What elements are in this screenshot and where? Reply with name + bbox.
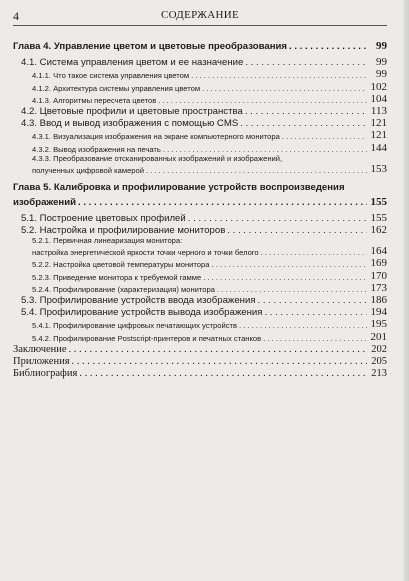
toc-entry-page: 170	[370, 269, 387, 282]
toc-entry-page: 121	[370, 117, 387, 130]
dot-leader	[72, 356, 367, 367]
toc-entry-title-line1: 5.2.1. Первичная линеаризация монитора:	[32, 236, 183, 246]
toc-entry-page: 169	[370, 257, 387, 270]
toc-chapter-4[interactable]	[13, 38, 387, 52]
toc-section-5-3[interactable]	[13, 294, 387, 306]
header-rule	[13, 25, 387, 26]
toc-entry-title-line2: настройка энергетической яркости точки черного и точки белого	[32, 248, 259, 258]
toc-subsection-4-3-1[interactable]	[13, 129, 387, 141]
dot-leader	[78, 197, 367, 208]
toc-entry-title: 4.1. Система управления цветом и ее назначение	[21, 57, 244, 69]
toc-entry-title: 4.1.3. Алгоритмы пересчета цветов	[32, 95, 157, 105]
dot-leader	[289, 41, 367, 52]
table-of-contents	[13, 38, 387, 379]
toc-entry-title: 5.4.2. Профилирование Postscript-принтеров и печатных станков	[32, 333, 262, 343]
running-head: СОДЕРЖАНИЕ	[160, 9, 240, 21]
toc-subsection-4-1-3[interactable]	[13, 93, 387, 105]
toc-entry-page: 121	[370, 129, 387, 142]
toc-subsection-5-4-1[interactable]	[13, 318, 387, 330]
toc-bibliography[interactable]	[13, 367, 387, 379]
dot-leader	[240, 118, 367, 129]
dot-leader	[188, 213, 367, 224]
toc-entry-page: 164	[370, 245, 387, 258]
toc-chapter-5[interactable]	[13, 194, 387, 208]
toc-entry-title: 5.4.1. Профилирование цифровых печатающих устройств	[32, 321, 238, 331]
toc-subsection-5-2-1-line1[interactable]	[13, 236, 387, 245]
toc-entry-page: 205	[371, 355, 387, 367]
toc-section-5-2[interactable]	[13, 224, 387, 236]
toc-entry-title-line1: 4.3.3. Преобразование отсканированных изображений и изображений,	[32, 153, 283, 163]
toc-section-4-2[interactable]	[13, 105, 387, 117]
toc-appendix[interactable]	[13, 355, 387, 367]
toc-entry-title: 5.2.2. Настройка цветовой температуры монитора	[32, 260, 210, 270]
toc-entry-title: 4.3.1. Визуализация изображения на экране компьютерного монитора	[32, 132, 280, 142]
toc-subsection-4-3-2[interactable]	[13, 141, 387, 153]
toc-entry-title: 5.1. Построение цветовых профилей	[21, 212, 186, 224]
toc-conclusion[interactable]	[13, 343, 387, 355]
dot-leader	[203, 273, 367, 282]
toc-entry-title: 5.4. Профилирование устройств вывода изображения	[21, 307, 263, 319]
toc-subsection-4-3-3-line1[interactable]	[13, 154, 387, 163]
dot-leader	[158, 96, 367, 105]
toc-subsection-4-3-3[interactable]	[13, 163, 387, 175]
toc-entry-page: 173	[370, 281, 387, 294]
dot-leader	[217, 285, 367, 294]
dot-leader	[211, 260, 367, 269]
dot-leader	[227, 225, 367, 236]
toc-entry-page: 202	[371, 343, 387, 355]
toc-subsection-4-1-2[interactable]	[13, 80, 387, 92]
dot-leader	[263, 334, 367, 343]
toc-subsection-5-2-1[interactable]	[13, 245, 387, 257]
toc-entry-page: 144	[370, 141, 387, 154]
toc-section-4-1[interactable]	[13, 56, 387, 68]
toc-entry-page: 99	[376, 40, 387, 52]
toc-entry-page: 153	[370, 162, 387, 175]
toc-entry-page: 113	[370, 104, 387, 117]
dot-leader	[261, 248, 367, 257]
page-header	[13, 7, 387, 27]
toc-entry-title: 4.1.1. Что такое система управления цветом	[32, 71, 190, 81]
dot-leader	[202, 84, 367, 93]
toc-subsection-5-4-2[interactable]	[13, 330, 387, 342]
dot-leader	[146, 166, 367, 175]
toc-subsection-4-1-1[interactable]	[13, 68, 387, 80]
dot-leader	[69, 344, 367, 355]
dot-leader	[239, 321, 367, 330]
toc-section-5-1[interactable]	[13, 212, 387, 224]
toc-entry-page: 194	[370, 306, 387, 319]
toc-entry-page: 162	[370, 224, 387, 237]
page-number: 4	[13, 9, 19, 23]
toc-entry-title: 4.3.2. Вывод изображения на печать	[32, 144, 161, 154]
toc-entry-title: 4.2. Цветовые профили и цветовые пространства	[21, 105, 243, 117]
dot-leader	[245, 106, 367, 117]
toc-entry-title: 5.2.4. Профилирование (характеризация) монитора	[32, 284, 215, 294]
toc-entry-page: 155	[370, 211, 387, 224]
toc-entry-page: 213	[371, 368, 387, 380]
dot-leader	[264, 307, 367, 318]
dot-leader	[258, 295, 367, 306]
toc-subsection-5-2-4[interactable]	[13, 282, 387, 294]
toc-subsection-5-2-2[interactable]	[13, 257, 387, 269]
toc-entry-page: 186	[370, 294, 387, 306]
toc-entry-title: 4.3. Ввод и вывод изображения с помощью CMS	[21, 118, 239, 130]
toc-subsection-5-2-3[interactable]	[13, 269, 387, 281]
toc-entry-page: 102	[370, 80, 387, 93]
toc-entry-title-line2: полученных цифровой камерой	[32, 165, 144, 175]
toc-entry-title-line2: изображений	[13, 196, 77, 208]
toc-entry-title: Глава 4. Управление цветом и цветовые преобразования	[13, 41, 287, 52]
toc-entry-page: 195	[370, 318, 387, 331]
toc-entry-title: Библиография	[13, 368, 78, 380]
toc-entry-page: 99	[376, 56, 387, 69]
dot-leader	[79, 368, 367, 379]
dot-leader	[163, 145, 367, 154]
toc-entry-title: 5.2.3. Приведение монитора к требуемой гамме	[32, 272, 202, 282]
toc-entry-title: Приложения	[13, 355, 70, 367]
toc-entry-title: 5.2. Настройка и профилирование мониторов	[21, 225, 226, 237]
toc-section-4-3[interactable]	[13, 117, 387, 129]
toc-entry-title: 5.3. Профилирование устройств ввода изображения	[21, 295, 256, 306]
dot-leader	[282, 132, 367, 141]
toc-chapter-5-line1[interactable]	[13, 182, 387, 194]
page-edge-shadow	[403, 0, 409, 581]
dot-leader	[191, 71, 367, 80]
toc-entry-title: 4.1.2. Архитектура системы управления цветом	[32, 83, 201, 93]
toc-entry-page: 104	[370, 92, 387, 105]
toc-entry-page: 201	[370, 330, 387, 343]
toc-entry-title-line1: Глава 5. Калибровка и профилирование устройств воспроизведения	[13, 181, 345, 193]
toc-section-5-4[interactable]	[13, 306, 387, 318]
toc-entry-page: 155	[370, 195, 387, 208]
toc-entry-title: Заключение	[13, 343, 67, 355]
dot-leader	[245, 57, 367, 68]
toc-entry-page: 99	[376, 68, 387, 81]
